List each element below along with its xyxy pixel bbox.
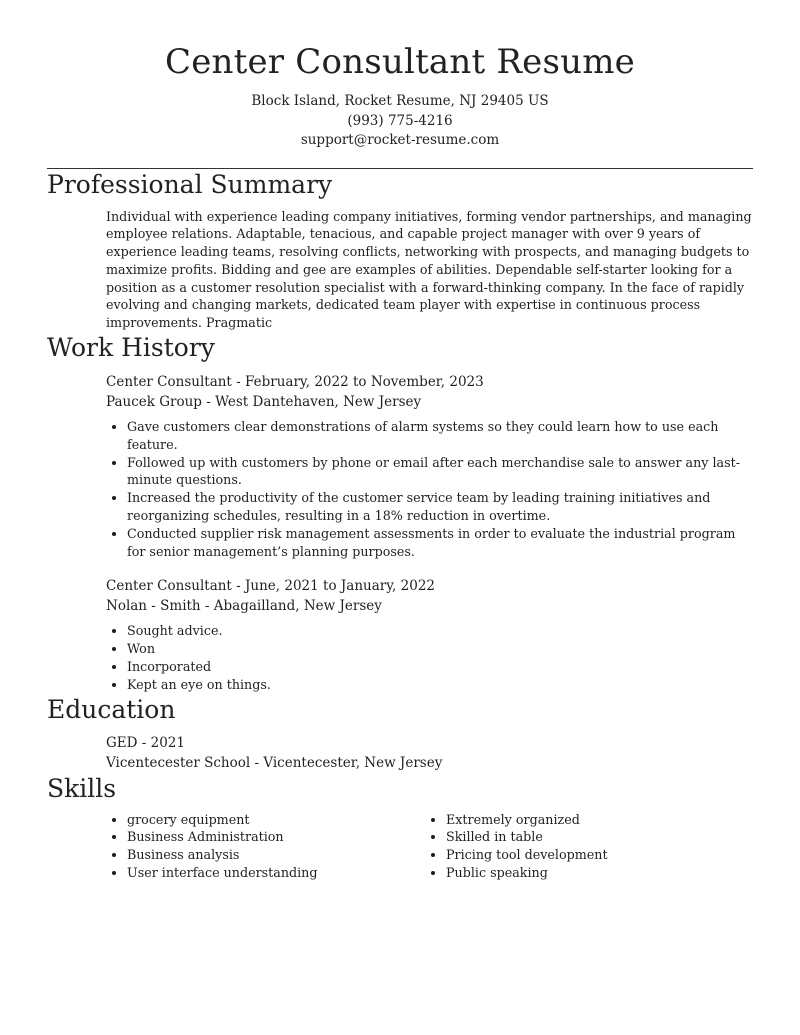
email: support@rocket-resume.com bbox=[300, 132, 500, 148]
summary-heading: Professional Summary bbox=[47, 169, 333, 199]
skill-item: • Public speaking bbox=[446, 864, 744, 882]
summary-text: Individual with experience leading company initiatives, forming vendor partnerships, and managing employee relations. Adaptable, tenacious, and capable project manager with over 9 years of experience leading teams, resolving conflicts, networking with prospects, and managing budgets to maximize profits. Bidding and gee are examples of abilities. Dependable self-starter looking for a position as a customer resolution specialist with a forward-thinking company. In the face of rapidly evolving and changing markets, dedicated team player with expertise in continuous process improvements. Pragmatic bbox=[106, 208, 752, 331]
job-title: Center Consultant bbox=[106, 374, 232, 391]
job-title-line bbox=[106, 372, 753, 392]
skill-item: • Skilled in table bbox=[446, 828, 744, 846]
skill-item: • Business Administration bbox=[127, 828, 425, 846]
job-location: - West Dantehaven, New Jersey bbox=[201, 394, 422, 411]
job-bullet: • Kept an eye on things. bbox=[127, 676, 753, 694]
contact-block bbox=[47, 92, 753, 151]
skill-item: • Extremely organized bbox=[446, 811, 744, 829]
work-history-heading: Work History bbox=[47, 333, 215, 363]
job-bullet: • Gave customers clear demonstrations of alarm systems so they could learn how to use each feature. bbox=[127, 418, 753, 454]
skills-list bbox=[106, 811, 753, 882]
job-org-line bbox=[106, 596, 753, 616]
job-bullet: • Conducted supplier risk management assessments in order to evaluate the industrial program for senior management’s planning purposes. bbox=[127, 525, 753, 561]
skill-item: • User interface understanding bbox=[127, 864, 425, 882]
job-title-line bbox=[106, 576, 753, 596]
resume-title: Center Consultant Resume bbox=[164, 42, 635, 82]
job-bullet: • Followed up with customers by phone or email after each merchandise sale to answer any last-minute questions. bbox=[127, 454, 753, 490]
education-school-line bbox=[106, 753, 753, 773]
job-entry bbox=[106, 372, 753, 560]
education-location: - Vicentecester, New Jersey bbox=[250, 754, 443, 771]
education-school: Vicentecester School bbox=[106, 754, 251, 771]
job-bullet: • Increased the productivity of the customer service team by leading training initiatives and reorganizing schedules, resulting in a 18% reduction in overtime. bbox=[127, 489, 753, 525]
job-bullet: • Sought advice. bbox=[127, 622, 753, 640]
skills-column bbox=[425, 811, 744, 882]
skills-column bbox=[106, 811, 425, 882]
resume-page bbox=[47, 0, 753, 882]
job-location: - Abagailland, New Jersey bbox=[200, 598, 382, 615]
job-bullet: • Incorporated bbox=[127, 658, 753, 676]
skills-heading: Skills bbox=[47, 773, 117, 803]
job-bullet: • Won bbox=[127, 640, 753, 658]
job-org-line bbox=[106, 392, 753, 412]
job-bullets bbox=[106, 622, 753, 693]
skill-item: • grocery equipment bbox=[127, 811, 425, 829]
job-dates: - June, 2021 to January, 2022 bbox=[231, 578, 435, 595]
job-company: Paucek Group bbox=[106, 394, 202, 411]
job-entry bbox=[106, 576, 753, 693]
job-bullets bbox=[106, 418, 753, 560]
job-title: Center Consultant bbox=[106, 578, 232, 595]
phone: (993) 775-4216 bbox=[347, 112, 453, 129]
job-dates: - February, 2022 to November, 2023 bbox=[231, 374, 484, 391]
education-entry bbox=[106, 733, 753, 773]
address: Block Island, Rocket Resume, NJ 29405 US bbox=[251, 93, 549, 109]
skill-item: • Business analysis bbox=[127, 846, 425, 864]
skill-item: • Pricing tool development bbox=[446, 846, 744, 864]
education-heading: Education bbox=[47, 694, 176, 724]
job-company: Nolan - Smith bbox=[106, 598, 201, 615]
education-degree: GED - 2021 bbox=[106, 734, 185, 751]
